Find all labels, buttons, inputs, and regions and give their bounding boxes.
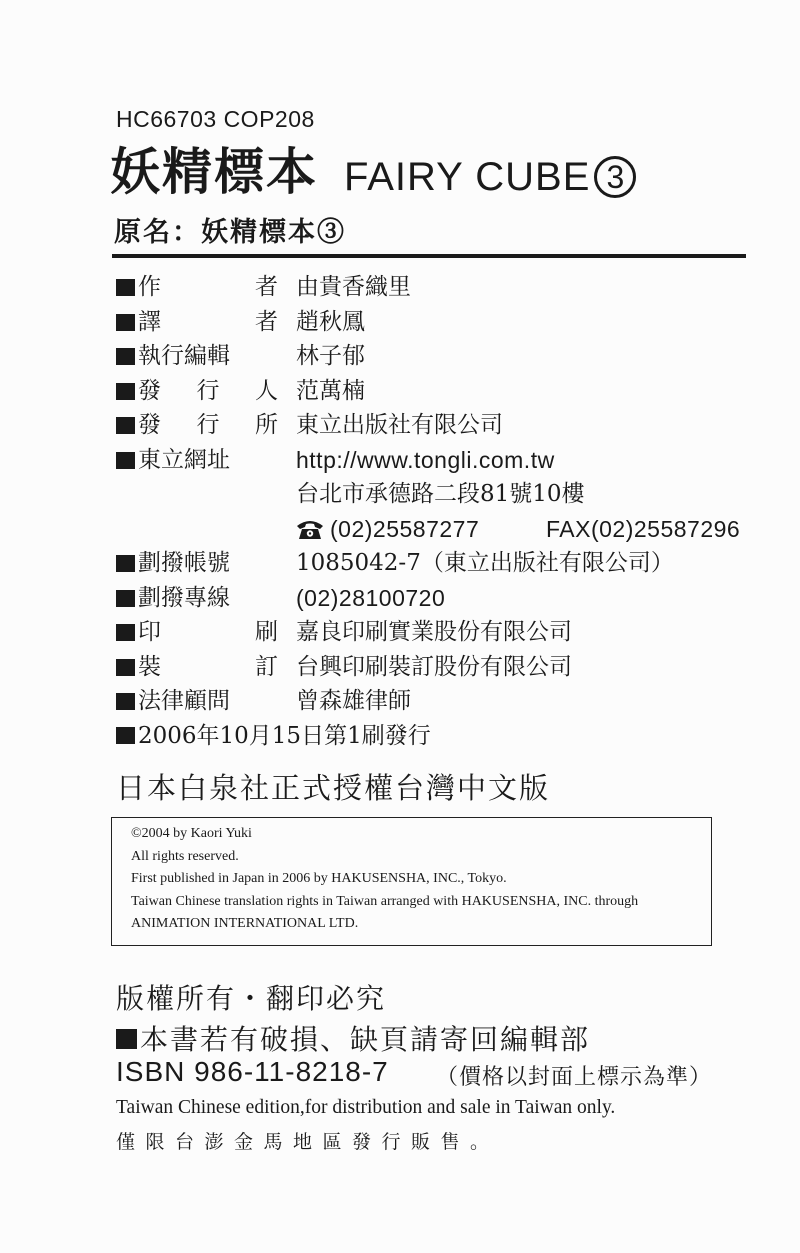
license-statement: 日本白泉社正式授權台灣中文版 <box>116 771 551 805</box>
bullet-marker <box>116 417 135 434</box>
bullet-marker <box>116 314 135 331</box>
credit-label-char: 人 <box>255 377 278 404</box>
damage-notice-row <box>116 1018 590 1058</box>
credit-value: (02)28100720 <box>296 584 446 611</box>
edition-note: Taiwan Chinese edition,for distribution and sale in Taiwan only. <box>116 1097 616 1118</box>
copyright-line: ANIMATION INTERNATIONAL LTD. <box>131 916 359 931</box>
book-title <box>110 138 636 202</box>
publication-date-row <box>116 719 756 754</box>
isbn-row <box>116 1056 756 1088</box>
copyright-box <box>111 817 712 946</box>
product-code: HC66703 COP208 <box>116 106 315 132</box>
credit-label <box>138 684 278 718</box>
credit-value: 曾森雄律師 <box>296 688 411 714</box>
bullet-marker <box>116 624 135 641</box>
volume-number: 3 <box>594 156 636 198</box>
address-row <box>116 477 756 512</box>
credit-label-char: 刷 <box>255 619 278 645</box>
copyright-line: ©2004 by Kaori Yuki <box>131 826 252 841</box>
credit-label <box>138 374 278 408</box>
bullet-marker <box>116 1029 137 1049</box>
credit-label-char: 譯 <box>138 308 161 335</box>
credit-label-char: 行 <box>196 377 220 404</box>
bullet-marker <box>116 727 135 744</box>
rights-notice: 版權所有・翻印必究 <box>116 982 387 1015</box>
title-english: FAIRY CUBE <box>344 155 591 199</box>
credit-label-char: 發 <box>138 377 161 404</box>
address: 台北市承德路二段81號10樓 <box>296 481 585 507</box>
credit-label-char: 印 <box>138 619 161 645</box>
copyright-line: All rights reserved. <box>131 848 239 864</box>
credit-value: 林子郁 <box>296 343 365 369</box>
credit-label <box>138 443 278 477</box>
copyright-line: First published in Japan in 2006 by HAKUSENSHA, INC., Tokyo. <box>131 871 507 886</box>
credit-label-char: 發 <box>138 412 161 438</box>
credit-label-char: 作 <box>138 274 161 300</box>
credit-label <box>138 270 278 304</box>
price-note: （價格以封面上標示為準） <box>436 1065 713 1090</box>
credit-value: 趙秋鳳 <box>296 308 365 335</box>
credit-value: 由貴香織里 <box>296 274 411 300</box>
credit-label-text: 劃撥專線 <box>138 584 230 611</box>
fax-number: FAX(02)25587296 <box>546 515 741 542</box>
credit-label <box>138 305 278 339</box>
credit-row <box>116 546 756 581</box>
credit-label-char: 者 <box>255 274 278 300</box>
damage-notice: 本書若有破損、缺頁請寄回編輯部 <box>140 1023 591 1056</box>
original-title: 原名：妖精標本③ <box>114 217 346 248</box>
credit-row <box>116 615 756 650</box>
credit-value: 范萬楠 <box>296 377 365 404</box>
credit-value: http://www.tongli.com.tw <box>296 446 555 473</box>
credit-row <box>116 270 756 305</box>
credit-label-char: 訂 <box>255 653 278 680</box>
credit-label-text: 法律顧問 <box>138 688 230 714</box>
credit-label-char: 行 <box>196 412 220 438</box>
credit-label-char: 者 <box>255 308 278 335</box>
credit-label <box>138 650 278 684</box>
credit-row <box>116 374 756 409</box>
credit-row <box>116 650 756 685</box>
credits-list <box>116 270 756 753</box>
bullet-marker <box>116 693 135 710</box>
copyright-line: Taiwan Chinese translation rights in Taiwan arranged with HAKUSENSHA, INC. through <box>131 893 639 909</box>
isbn: ISBN 986-11-8218-7 <box>116 1056 389 1087</box>
bullet-marker <box>116 452 135 469</box>
credit-value: 1085042-7（東立出版社有限公司） <box>296 550 674 576</box>
credit-label-text: 執行編輯 <box>138 343 230 369</box>
credit-label-char: 裝 <box>138 653 161 680</box>
credit-label <box>138 546 278 580</box>
credit-label <box>138 615 278 649</box>
credit-label-char: 所 <box>255 412 278 438</box>
title-chinese: 妖精標本 <box>110 142 318 201</box>
title-divider <box>112 254 746 258</box>
credit-label-text: 東立網址 <box>138 446 230 473</box>
credit-row <box>116 581 756 616</box>
credit-value: 台興印刷裝訂股份有限公司 <box>296 653 572 680</box>
bullet-marker <box>116 555 135 572</box>
credit-row <box>116 408 756 443</box>
bullet-marker <box>116 348 135 365</box>
phone-number: (02)25587277 <box>330 515 480 542</box>
credit-row <box>116 305 756 340</box>
credit-row <box>116 443 756 478</box>
bullet-marker <box>116 383 135 400</box>
credit-value: 嘉良印刷實業股份有限公司 <box>296 619 572 645</box>
credit-row <box>116 684 756 719</box>
distribution-note: 僅限台澎金馬地區發行販售。 <box>116 1131 500 1153</box>
credit-label <box>138 581 278 615</box>
credit-row <box>116 339 756 374</box>
credit-label-text: 劃撥帳號 <box>138 550 230 576</box>
telephone-icon <box>296 518 324 540</box>
credit-label <box>138 408 278 442</box>
bullet-marker <box>116 279 135 296</box>
phone-row <box>116 512 756 547</box>
credit-value: 東立出版社有限公司 <box>296 412 503 438</box>
publication-date: 2006年10月15日第1刷發行 <box>138 722 431 749</box>
bullet-marker <box>116 659 135 676</box>
credit-label <box>138 339 278 373</box>
bullet-marker <box>116 590 135 607</box>
